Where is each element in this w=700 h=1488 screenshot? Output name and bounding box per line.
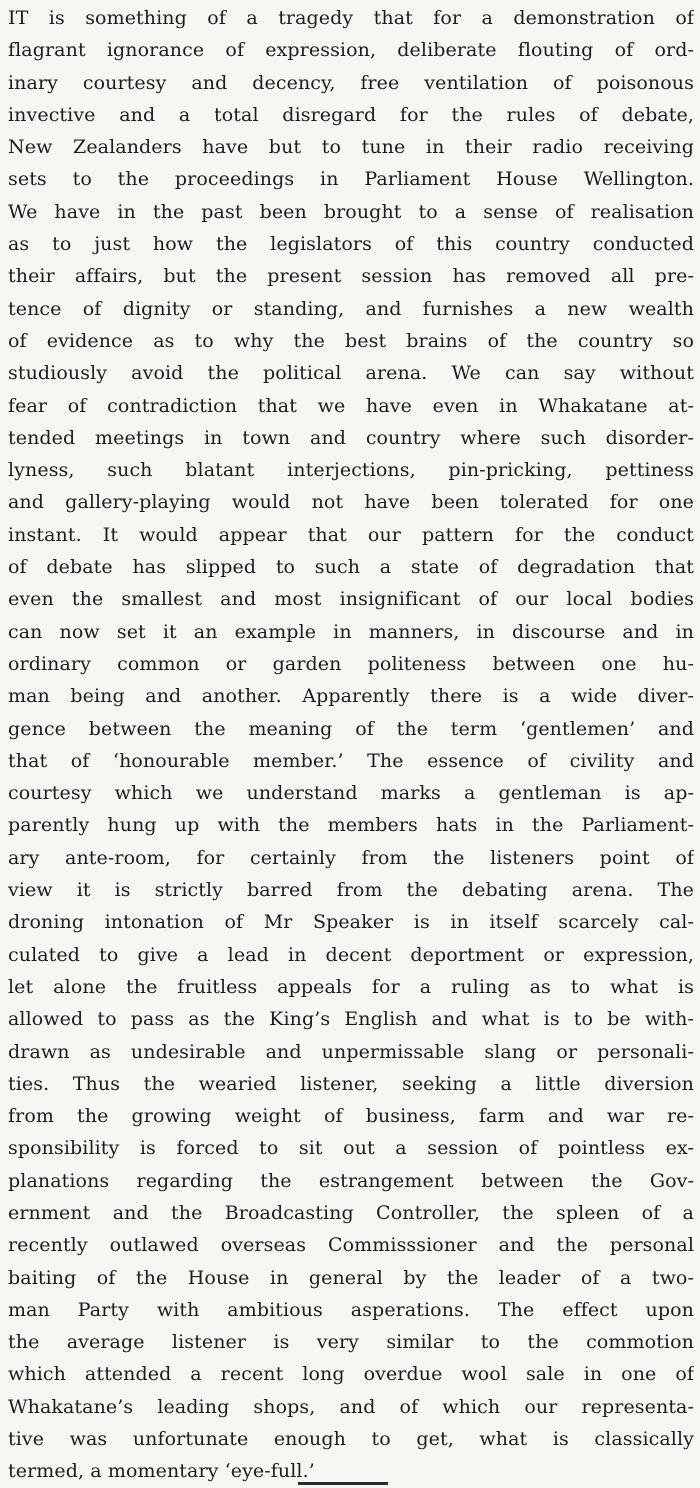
article-line: of evidence as to why the best brains of the country so [8, 329, 694, 352]
article-line: sets to the proceedings in Parliament House Wellington. [8, 168, 694, 191]
article-line: tended meetings in town and country where such disorder- [8, 426, 694, 449]
article-line: which attended a recent long overdue wool sale in one of [8, 1363, 694, 1386]
article-line: their affairs, but the present session has removed all pre- [8, 265, 694, 288]
article-line: allowed to pass as the King’s English and what is to be with- [8, 1008, 694, 1031]
article-line: parently hung up with the members hats in the Parliament- [8, 814, 694, 837]
article-line: courtesy which we understand marks a gentleman is ap- [8, 782, 694, 805]
article-line: flagrant ignorance of expression, deliberate flouting of ord- [8, 39, 694, 62]
article-line: ernment and the Broadcasting Controller, the spleen of a [8, 1201, 694, 1224]
article-line: of debate has slipped to such a state of degradation that [8, 556, 694, 579]
article-line: drawn as undesirable and unpermissable slang or personali- [8, 1040, 694, 1063]
article-line: planations regarding the estrangement between the Gov- [8, 1169, 694, 1192]
editorial-article [8, 0, 694, 1488]
article-line: let alone the fruitless appeals for a ruling as to what is [8, 975, 694, 998]
article-line: even the smallest and most insignificant of our local bodies [8, 588, 694, 611]
article-line: tence of dignity or standing, and furnishes a new wealth [8, 297, 694, 320]
article-line: instant. It would appear that our pattern for the conduct [8, 523, 694, 546]
article-line: droning intonation of Mr Speaker is in itself scarcely cal- [8, 911, 694, 934]
article-line: can now set it an example in manners, in discourse and in [8, 620, 694, 643]
article-line: IT is something of a tragedy that for a demonstration of [8, 7, 694, 29]
article-line: culated to give a lead in decent deportment or expression, [8, 943, 694, 966]
article-line: and gallery-playing would not have been tolerated for one [8, 491, 694, 514]
article-line: ordinary common or garden politeness between one hu- [8, 652, 694, 675]
article-line: as to just how the legislators of this country conducted [8, 233, 694, 256]
article-line: studiously avoid the political arena. We can say without [8, 362, 694, 385]
section-divider-rule [298, 1482, 388, 1485]
article-line: ties. Thus the wearied listener, seeking a little diversion [8, 1072, 694, 1095]
article-line: from the growing weight of business, farm and war re- [8, 1105, 694, 1128]
article-line: ary ante-room, for certainly from the listeners point of [8, 846, 694, 869]
article-line: baiting of the House in general by the leader of a two- [8, 1266, 694, 1289]
article-line: that of ‘honourable member.’ The essence of civility and [8, 749, 694, 772]
article-line: New Zealanders have but to tune in their radio receiving [8, 136, 694, 159]
article-line: lyness, such blatant interjections, pin-pricking, pettiness [8, 459, 694, 482]
article-line: inary courtesy and decency, free ventilation of poisonous [8, 71, 694, 94]
article-line: invective and a total disregard for the rules of debate, [8, 103, 694, 126]
article-line: Whakatane’s leading shops, and of which our representa- [8, 1395, 694, 1418]
article-line: recently outlawed overseas Commisssioner and the personal [8, 1234, 694, 1257]
article-line: tive was unfortunate enough to get, what is classically [8, 1428, 694, 1451]
article-line: man Party with ambitious asperations. The effect upon [8, 1298, 694, 1321]
article-line: the average listener is very similar to the commotion [8, 1331, 694, 1354]
article-line: man being and another. Apparently there is a wide diver- [8, 685, 694, 708]
article-line: gence between the meaning of the term ‘gentlemen’ and [8, 717, 694, 740]
article-line: sponsibility is forced to sit out a session of pointless ex- [8, 1137, 694, 1160]
article-line: fear of contradiction that we have even in Whakatane at- [8, 394, 694, 417]
article-line: termed, a momentary ‘eye-full.’ [8, 1460, 315, 1483]
article-line: view it is strictly barred from the debating arena. The [8, 879, 694, 902]
article-line: We have in the past been brought to a sense of realisation [8, 200, 694, 223]
